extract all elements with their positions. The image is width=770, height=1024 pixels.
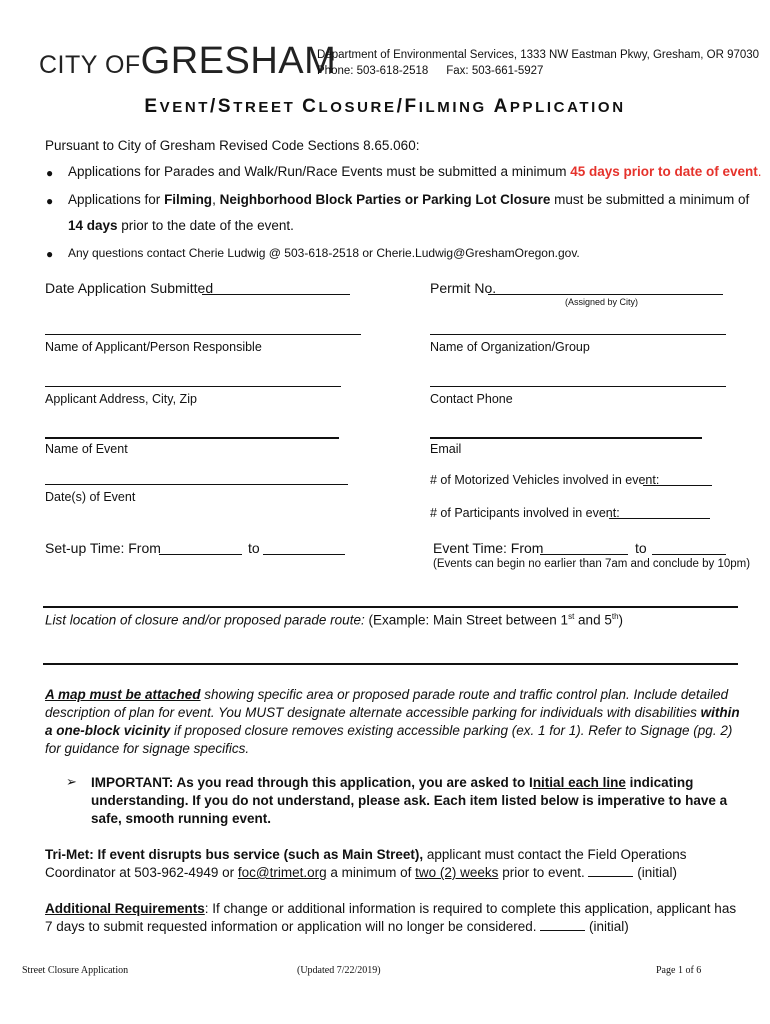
title-word: VENT xyxy=(159,99,211,116)
event-dates-field[interactable] xyxy=(45,484,348,485)
logo-gresham: GRESHAM xyxy=(140,40,337,82)
bullet-bold: Neighborhood Block Parties or Parking Lot Closure xyxy=(219,192,551,207)
setup-to-label: to xyxy=(248,540,260,556)
logo-city-of: CITY OF xyxy=(39,51,141,79)
organization-label: Name of Organization/Group xyxy=(430,340,590,354)
event-name-label: Name of Event xyxy=(45,442,128,456)
closure-route-label xyxy=(45,612,623,628)
arrow-icon: ➢ xyxy=(66,774,77,789)
additional-text: : If change or additional information is required to complete this application, applicant has 7 days to submit requested information or application will no longer be considered. xyxy=(45,901,737,934)
bullet-text: prior to the date of the event. xyxy=(117,218,294,233)
additional-lead: Additional Requirements xyxy=(45,901,205,916)
title-letter: S xyxy=(217,96,234,117)
title-word: PPLICATION xyxy=(509,99,626,116)
title-slash: / xyxy=(210,96,218,117)
email-field[interactable] xyxy=(430,437,702,439)
trimet-initial-label: (initial) xyxy=(633,865,677,880)
motorized-vehicles-field[interactable] xyxy=(643,485,712,486)
setup-from-field[interactable] xyxy=(159,554,242,555)
trimet-text: prior to event. xyxy=(498,865,589,880)
applicant-name-field[interactable] xyxy=(45,334,361,335)
bullet-contact: Any questions contact Cherie Ludwig @ 503-618-2518 or Cherie.Ludwig@GreshamOregon.gov. xyxy=(68,246,580,260)
additional-requirements xyxy=(45,900,745,936)
motorized-vehicles-label: # of Motorized Vehicles involved in event: xyxy=(430,473,660,487)
bullet-end: . xyxy=(757,164,762,179)
closure-sup: st xyxy=(568,612,575,621)
title-letter: E xyxy=(144,96,160,117)
additional-initial-label: (initial) xyxy=(585,919,629,934)
permit-no-label: Permit No. xyxy=(430,280,497,296)
department-address: Department of Environmental Services, 1333 NW Eastman Pkwy, Gresham, OR 97030 xyxy=(317,49,760,61)
closure-example: and 5 xyxy=(574,612,612,628)
bullet-parades xyxy=(68,164,762,179)
closure-route-field[interactable] xyxy=(43,663,738,665)
bullet-filming xyxy=(68,192,749,207)
additional-initial-field[interactable] xyxy=(540,919,585,931)
assigned-by-city-note: (Assigned by City) xyxy=(565,297,639,307)
important-note xyxy=(91,774,731,828)
email-label: Email xyxy=(430,442,462,456)
title-letter: A xyxy=(493,96,510,117)
address-field[interactable] xyxy=(45,386,341,387)
setup-to-field[interactable] xyxy=(263,554,345,555)
bullet-filming-cont xyxy=(68,218,294,233)
map-note xyxy=(45,686,745,758)
bullet-text: Applications for xyxy=(68,192,165,207)
deadline-14-days: 14 days xyxy=(68,218,118,233)
trimet-requirement xyxy=(45,846,745,882)
participants-label: # of Participants involved in event: xyxy=(430,506,620,520)
map-note-bold: within a one-block vicinity xyxy=(45,705,740,738)
page-title xyxy=(0,96,770,118)
event-time-label: Event Time: From xyxy=(433,540,544,556)
trimet-lead: Tri-Met: If event disrupts bus service (such as Main Street), xyxy=(45,847,424,862)
map-note-lead: A map must be attached xyxy=(45,687,201,702)
footer-left: Street Closure Application xyxy=(22,965,129,976)
city-logo xyxy=(39,40,336,83)
title-word: LOSURE xyxy=(318,99,397,116)
header-contact-info xyxy=(317,47,759,79)
bullet-dot: ● xyxy=(46,166,54,180)
date-submitted-field[interactable] xyxy=(202,294,350,295)
footer-page-number: Page 1 of 6 xyxy=(656,965,702,976)
bullet-dot: ● xyxy=(46,194,54,208)
trimet-text: a minimum of xyxy=(326,865,416,880)
bullet-text: , xyxy=(212,192,220,207)
title-word: TREET xyxy=(233,99,296,116)
phone-text: Phone: 503-618-2518 xyxy=(317,65,429,77)
bullet-bold: Filming xyxy=(164,192,213,207)
footer-center: (Updated 7/22/2019) xyxy=(297,965,381,976)
trimet-initial-field[interactable] xyxy=(588,865,633,877)
contact-phone-label: Contact Phone xyxy=(430,392,513,406)
setup-time-label: Set-up Time: From xyxy=(45,540,161,556)
date-submitted-label: Date Application Submitted xyxy=(45,280,214,296)
trimet-weeks: two (2) weeks xyxy=(415,865,499,880)
event-name-field[interactable] xyxy=(45,437,339,439)
important-underlined: nitial each line xyxy=(532,775,626,790)
closure-example: ) xyxy=(618,612,624,628)
title-letter: F xyxy=(404,96,419,117)
bullet-text: Applications for Parades and Walk/Run/Race Events must be submitted a minimum xyxy=(68,164,571,179)
participants-field[interactable] xyxy=(609,518,710,519)
closure-example: (Example: Main Street between 1 xyxy=(364,612,569,628)
bullet-text: must be submitted a minimum of xyxy=(550,192,750,207)
bullet-dot: ● xyxy=(46,247,54,261)
closure-sup: th xyxy=(611,612,619,621)
title-word: ILMING xyxy=(418,99,487,116)
address-label: Applicant Address, City, Zip xyxy=(45,392,197,406)
contact-phone-field[interactable] xyxy=(430,386,726,387)
map-note-text: if proposed closure removes existing accessible parking (ex. 1 for 1). Refer to Signage (pg. 2) for guidance for signage specifics. xyxy=(45,723,733,756)
phone-fax-line xyxy=(317,63,759,79)
deadline-45-days: 45 days prior to date of event xyxy=(570,164,758,179)
title-letter: C xyxy=(302,96,319,117)
closure-prefix: List location of closure and/or proposed parade route: xyxy=(45,612,365,628)
important-text: indicating understanding. If you do not understand, please ask. Each item listed below is imperative to have a safe, smooth running event. xyxy=(91,775,728,826)
organization-field[interactable] xyxy=(430,334,726,335)
event-hours-note: (Events can begin no earlier than 7am and conclude by 10pm) xyxy=(433,558,751,570)
applicant-name-label: Name of Applicant/Person Responsible xyxy=(45,340,262,354)
intro-text: Pursuant to City of Gresham Revised Code Sections 8.65.060: xyxy=(45,138,420,153)
event-to-label: to xyxy=(635,540,647,556)
event-to-field[interactable] xyxy=(652,554,726,555)
event-dates-label: Date(s) of Event xyxy=(45,490,136,504)
trimet-text: applicant must contact the Field Operations Coordinator at 503-962-4949 or xyxy=(45,847,687,880)
trimet-email-link[interactable]: foc@trimet.org xyxy=(237,865,327,880)
permit-no-field[interactable] xyxy=(488,294,723,295)
important-text: IMPORTANT: As you read through this application, you are asked to I xyxy=(91,775,533,790)
fax-text: Fax: 503-661-5927 xyxy=(446,65,544,77)
closure-top-rule xyxy=(43,606,738,608)
map-note-text: showing specific area or proposed parade route and traffic control plan. Include detailed description of plan for event. You MUST designate alternate accessible parking for individuals with disabilities xyxy=(45,687,729,720)
event-from-field[interactable] xyxy=(540,554,628,555)
title-slash: / xyxy=(396,96,405,117)
